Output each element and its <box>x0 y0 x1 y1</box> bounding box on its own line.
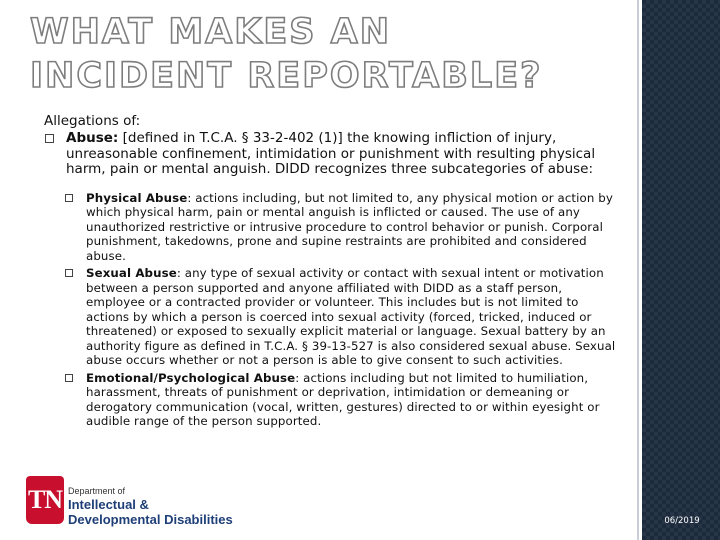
physical-abuse-definition: : actions including, but not limited to, any physical motion or action by which physical harm, pain or mental anguish is inflicted or caused. The use of any unauthorized restrictive or intrusive procedure to control behavior or punish. Corporal punishment, takedowns, prone and supine restraints are prohibited and considered abuse. <box>86 190 613 263</box>
logo-department-text: Department of <box>68 486 126 496</box>
abuse-label: Abuse: <box>66 130 119 146</box>
list-item-sexual-abuse <box>64 266 624 368</box>
list-item-abuse <box>44 131 624 178</box>
didd-logo <box>26 474 246 530</box>
checkbox-bullet-icon <box>65 269 73 277</box>
abuse-definition: [defined in T.C.A. § 33-2-402 (1)] the knowing infliction of injury, unreasonable confinement, intimidation or punishment with resulting physical harm, pain or mental anguish. DIDD recognizes three subcategories of abuse: <box>66 130 596 177</box>
sexual-abuse-definition: : any type of sexual activity or contact with sexual intent or motivation between a person supported and anyone affiliated with DIDD as a staff person, employee or a contracted provider or volunteer. This includes but is not limited to actions by which a person is coerced into sexual activity (forced, tricked, induced or threatened) or exposed to sexually explicit material or language. Sexual battery by an authority figure as defined in T.C.A. § 39-13-527 is also considered sexual abuse. Sexual abuse occurs whether or not a person is able to give consent to such activities. <box>86 266 616 367</box>
list-item-emotional-abuse <box>64 371 624 429</box>
checkbox-bullet-icon <box>65 374 73 382</box>
side-panel <box>642 0 720 540</box>
slide-title: WHAT MAKES AN INCIDENT REPORTABLE? <box>30 12 543 96</box>
tn-logo-icon: TN <box>26 476 64 524</box>
slide-content <box>44 112 624 432</box>
list-item-physical-abuse <box>64 191 624 264</box>
checkbox-bullet-icon <box>45 134 54 143</box>
logo-developmental-text: Developmental Disabilities <box>68 512 233 527</box>
sexual-abuse-label: Sexual Abuse <box>86 266 177 280</box>
footer-date: 06/2019 <box>664 516 700 526</box>
physical-abuse-label: Physical Abuse <box>86 190 188 205</box>
lead-text: Allegations of: <box>44 113 141 129</box>
logo-intellectual-text: Intellectual & <box>68 497 149 512</box>
side-divider <box>637 0 639 540</box>
emotional-abuse-label: Emotional/Psychological Abuse <box>86 370 296 385</box>
emotional-abuse-definition: : actions including but not limited to humiliation, harassment, threats of punishment or deprivation, intimidation or demeaning or derogatory communication (vocal, written, gestures) directed to or within eyesight or audible range of the person supported. <box>86 370 600 428</box>
subcategory-list <box>64 191 624 429</box>
checkbox-bullet-icon <box>65 194 73 202</box>
